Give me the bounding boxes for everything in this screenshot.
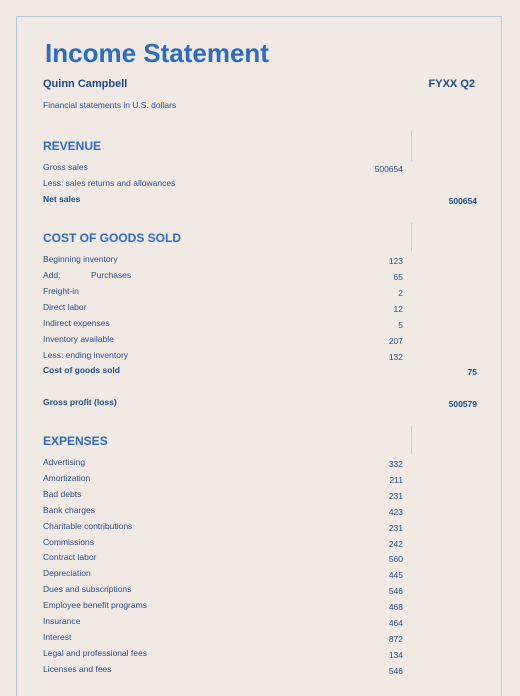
expense-row-value: 872 (388, 633, 403, 644)
expense-row-label: Dues and subscriptions (43, 584, 132, 595)
expense-row-value: 546 (388, 586, 403, 597)
section-heading-expenses: EXPENSES (43, 434, 108, 448)
expense-row-label: Advertising (43, 457, 86, 467)
column-divider (411, 131, 412, 161)
expense-row-value: 445 (388, 570, 403, 581)
expense-row-label: Bank charges (43, 504, 95, 515)
gross-sales-value: 500654 (374, 164, 403, 174)
expense-row-value: 211 (389, 474, 403, 485)
expense-row-value: 423 (388, 506, 403, 517)
company-name: Quinn Campbell (43, 78, 128, 90)
cogs-row-label: Inventory available (43, 334, 114, 344)
cogs-row-value: 207 (388, 336, 403, 346)
cogs-row-value: 5 (398, 320, 403, 330)
cogs-row-label: Freight-in (43, 286, 79, 296)
expense-row-value: 464 (388, 618, 403, 628)
cogs-row-label: Beginning inventory (43, 254, 118, 264)
expense-row-value: 242 (388, 538, 403, 549)
returns-label: Less: sales returns and allowances (43, 178, 176, 188)
expense-row-value: 560 (388, 554, 403, 565)
expense-row-label: Amortization (43, 472, 91, 483)
section-heading-cogs: COST OF GOODS SOLD (43, 231, 182, 245)
cogs-row-label: Direct labor (43, 302, 87, 312)
expense-row-value: 468 (388, 602, 403, 613)
section-heading-revenue: REVENUE (43, 139, 102, 153)
gross-profit-label: Gross profit (loss) (43, 397, 117, 407)
cogs-row-value: 2 (398, 288, 403, 298)
period-label: FYXX Q2 (428, 78, 475, 90)
cogs-row-label: Add: (43, 270, 61, 280)
expense-row-label: Licenses and fees (43, 663, 112, 674)
cogs-total-value: 75 (467, 367, 477, 377)
cogs-row-label: Indirect expenses (43, 318, 110, 328)
expense-row-value: 134 (388, 649, 403, 660)
expense-row-value: 231 (388, 522, 403, 533)
cogs-row-value: 123 (388, 256, 403, 266)
expense-row-label: Employee benefit programs (43, 600, 147, 611)
cogs-row-value: 12 (393, 304, 403, 314)
cogs-row-value: 65 (393, 272, 403, 282)
expense-row-label: Charitable contributions (43, 520, 133, 531)
expense-row-label: Bad debts (43, 488, 82, 499)
expense-row-value: 231 (388, 490, 403, 501)
net-sales-value: 500654 (448, 196, 477, 206)
gross-sales-label: Gross sales (43, 162, 88, 172)
expense-row-label: Contract labor (43, 552, 97, 563)
expense-row-label: Interest (43, 631, 72, 642)
currency-note: Financial statements in U.S. dollars (43, 100, 177, 110)
cogs-row-label: Less: ending inventory (43, 350, 129, 360)
expense-row-label: Legal and professional fees (43, 647, 147, 658)
expense-row-value: 546 (388, 665, 403, 676)
column-divider (411, 426, 412, 454)
cogs-row-sublabel: Purchases (91, 270, 132, 280)
gross-profit-value: 500579 (448, 399, 477, 409)
column-divider (411, 223, 412, 251)
expense-row-value: 332 (388, 459, 403, 469)
cogs-row-value: 132 (388, 352, 403, 362)
page-title: Income Statement (45, 38, 269, 68)
expense-row-label: Commissions (43, 536, 95, 547)
expense-row-label: Insurance (43, 616, 81, 626)
cogs-total-label: Cost of goods sold (43, 365, 120, 375)
expense-row-label: Depreciation (43, 568, 91, 579)
net-sales-label: Net sales (43, 194, 81, 204)
